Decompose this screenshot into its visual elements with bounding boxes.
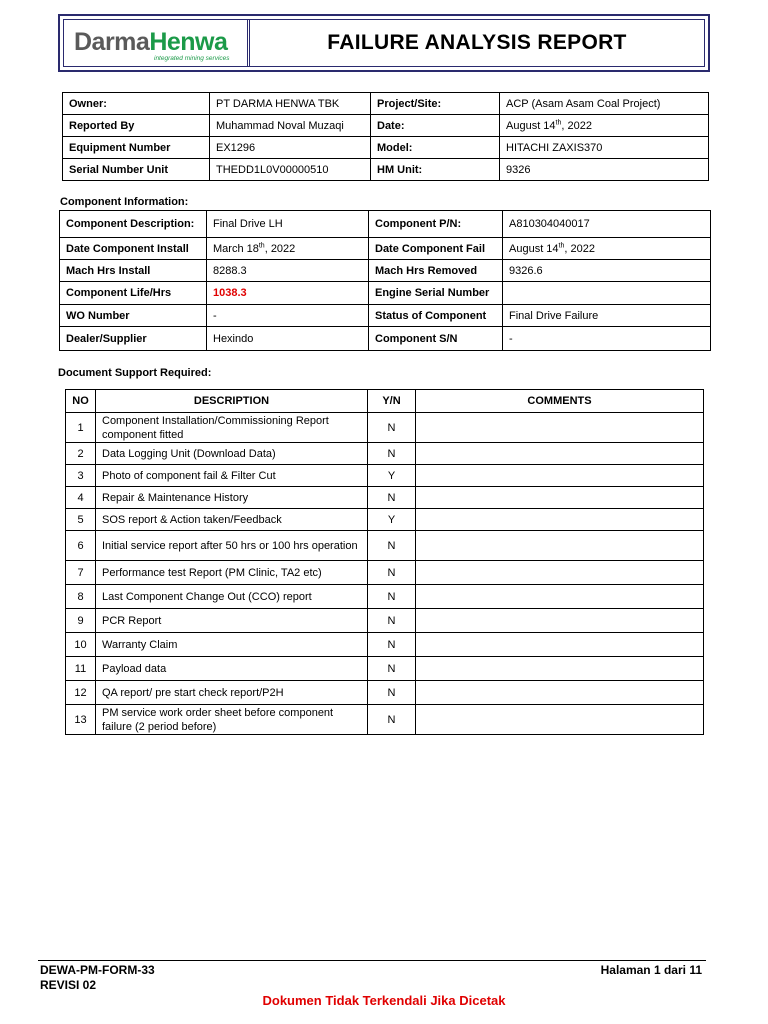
- info-row-equipment: [63, 137, 709, 159]
- comp-pn-label: Component P/N:: [369, 211, 503, 238]
- fail-date-value: [503, 238, 711, 260]
- row-comment: [416, 585, 704, 609]
- hm-label: HM Unit:: [371, 159, 500, 181]
- row-yn: N: [368, 657, 416, 681]
- row-comment: [416, 487, 704, 509]
- col-header-description: DESCRIPTION: [96, 390, 368, 413]
- report-title: FAILURE ANALYSIS REPORT: [327, 31, 627, 54]
- table-row: [66, 487, 704, 509]
- equipment-label: Equipment Number: [63, 137, 210, 159]
- equipment-value: EX1296: [210, 137, 371, 159]
- comp-row-dates: [60, 238, 711, 260]
- row-description: Initial service report after 50 hrs or 100 hrs operation: [96, 531, 368, 561]
- table-row: [66, 531, 704, 561]
- logo-darma: Darma: [74, 28, 150, 56]
- date-suffix: th: [555, 118, 562, 126]
- install-date-label: Date Component Install: [60, 238, 207, 260]
- row-number: 8: [66, 585, 96, 609]
- row-description: Data Logging Unit (Download Data): [96, 443, 368, 465]
- model-label: Model:: [371, 137, 500, 159]
- reported-value: Muhammad Noval Muzaqi: [210, 115, 371, 137]
- owner-value: PT DARMA HENWA TBK: [210, 93, 371, 115]
- project-label: Project/Site:: [371, 93, 500, 115]
- wo-value: -: [207, 305, 369, 327]
- row-yn: N: [368, 413, 416, 443]
- reported-label: Reported By: [63, 115, 210, 137]
- col-header-comments: COMMENTS: [416, 390, 704, 413]
- row-description: Last Component Change Out (CCO) report: [96, 585, 368, 609]
- row-description: QA report/ pre start check report/P2H: [96, 681, 368, 705]
- document-section-title: Document Support Required:: [58, 367, 212, 379]
- comp-pn-value: A810304040017: [503, 211, 711, 238]
- row-description: SOS report & Action taken/Feedback: [96, 509, 368, 531]
- date-label: Date:: [371, 115, 500, 137]
- table-row: [66, 561, 704, 585]
- row-yn: Y: [368, 509, 416, 531]
- comp-desc-value: Final Drive LH: [207, 211, 369, 238]
- row-number: 11: [66, 657, 96, 681]
- row-description: Component Installation/Commissioning Report component fitted: [96, 413, 368, 443]
- date-year: , 2022: [561, 119, 592, 132]
- install-date-year: , 2022: [264, 242, 296, 255]
- row-number: 6: [66, 531, 96, 561]
- row-yn: N: [368, 705, 416, 735]
- row-yn: N: [368, 443, 416, 465]
- comp-row-desc: [60, 211, 711, 238]
- table-row: [66, 657, 704, 681]
- row-description: PCR Report: [96, 609, 368, 633]
- fail-date-label: Date Component Fail: [369, 238, 503, 260]
- row-description: Photo of component fail & Filter Cut: [96, 465, 368, 487]
- info-row-reported: [63, 115, 709, 137]
- status-label: Status of Component: [369, 305, 503, 327]
- row-description: Repair & Maintenance History: [96, 487, 368, 509]
- table-row: [66, 633, 704, 657]
- row-comment: [416, 531, 704, 561]
- comp-row-hours: [60, 260, 711, 282]
- install-date-main: March 18: [213, 242, 259, 255]
- model-value: HITACHI ZAXIS370: [500, 137, 709, 159]
- comp-sn-label: Component S/N: [369, 327, 503, 351]
- serial-label: Serial Number Unit: [63, 159, 210, 181]
- table-row: [66, 509, 704, 531]
- document-support-table: [65, 389, 704, 735]
- row-yn: N: [368, 487, 416, 509]
- row-yn: N: [368, 531, 416, 561]
- mach-install-label: Mach Hrs Install: [60, 260, 207, 282]
- uncontrolled-warning: Dokumen Tidak Terkendali Jika Dicetak: [262, 993, 506, 1008]
- row-yn: N: [368, 585, 416, 609]
- row-description: Performance test Report (PM Clinic, TA2 etc): [96, 561, 368, 585]
- table-row: [66, 585, 704, 609]
- dealer-value: Hexindo: [207, 327, 369, 351]
- row-comment: [416, 465, 704, 487]
- row-number: 13: [66, 705, 96, 735]
- row-comment: [416, 413, 704, 443]
- table-row: [66, 609, 704, 633]
- project-value: ACP (Asam Asam Coal Project): [500, 93, 709, 115]
- row-yn: N: [368, 633, 416, 657]
- row-yn: N: [368, 609, 416, 633]
- hm-value: 9326: [500, 159, 709, 181]
- revision: REVISI 02: [40, 978, 97, 992]
- row-yn: N: [368, 681, 416, 705]
- info-row-serial: [63, 159, 709, 181]
- mach-install-value: 8288.3: [207, 260, 369, 282]
- row-comment: [416, 609, 704, 633]
- comp-row-wo: [60, 305, 711, 327]
- row-number: 2: [66, 443, 96, 465]
- row-number: 7: [66, 561, 96, 585]
- mach-removed-label: Mach Hrs Removed: [369, 260, 503, 282]
- row-comment: [416, 561, 704, 585]
- fail-date-suffix: th: [558, 241, 565, 249]
- table-row: [66, 443, 704, 465]
- table-row: [66, 413, 704, 443]
- owner-label: Owner:: [63, 93, 210, 115]
- date-main: August 14: [506, 119, 556, 132]
- install-date-suffix: th: [258, 241, 265, 249]
- form-code: DEWA-PM-FORM-33: [40, 963, 155, 977]
- row-number: 3: [66, 465, 96, 487]
- component-info-table: [59, 210, 711, 351]
- row-comment: [416, 657, 704, 681]
- row-comment: [416, 509, 704, 531]
- col-header-no: NO: [66, 390, 96, 413]
- row-comment: [416, 705, 704, 735]
- comp-desc-label: Component Description:: [60, 211, 207, 238]
- status-value: Final Drive Failure: [503, 305, 711, 327]
- comp-row-dealer: [60, 327, 711, 351]
- table-row: [66, 465, 704, 487]
- doc-rows: [66, 413, 704, 735]
- row-comment: [416, 681, 704, 705]
- row-number: 5: [66, 509, 96, 531]
- wo-label: WO Number: [60, 305, 207, 327]
- logo-tagline: integrated mining services: [154, 55, 230, 62]
- header-inner-frame: [63, 19, 705, 67]
- page-number: Halaman 1 dari 11: [600, 963, 702, 977]
- row-number: 12: [66, 681, 96, 705]
- row-number: 10: [66, 633, 96, 657]
- footer-form-info: [40, 963, 155, 993]
- life-label: Component Life/Hrs: [60, 282, 207, 305]
- row-description: PM service work order sheet before component failure (2 period before): [96, 705, 368, 735]
- table-row: [66, 681, 704, 705]
- engine-serial-value: [503, 282, 711, 305]
- table-row: [66, 705, 704, 735]
- row-comment: [416, 443, 704, 465]
- install-date-value: [207, 238, 369, 260]
- engine-serial-label: Engine Serial Number: [369, 282, 503, 305]
- row-number: 9: [66, 609, 96, 633]
- life-value: 1038.3: [207, 282, 369, 305]
- logo-henwa: Henwa: [149, 28, 228, 56]
- footer-divider: [38, 960, 706, 961]
- comp-row-life: [60, 282, 711, 305]
- general-info-table: [62, 92, 709, 181]
- company-logo: [64, 20, 250, 66]
- row-yn: N: [368, 561, 416, 585]
- serial-value: THEDD1L0V00000510: [210, 159, 371, 181]
- row-yn: Y: [368, 465, 416, 487]
- fail-date-year: , 2022: [564, 242, 595, 255]
- doc-header-row: [66, 390, 704, 413]
- row-description: Warranty Claim: [96, 633, 368, 657]
- info-row-owner: [63, 93, 709, 115]
- fail-date-main: August 14: [509, 242, 559, 255]
- row-comment: [416, 633, 704, 657]
- report-header: [58, 14, 710, 72]
- dealer-label: Dealer/Supplier: [60, 327, 207, 351]
- row-description: Payload data: [96, 657, 368, 681]
- col-header-yn: Y/N: [368, 390, 416, 413]
- component-section-title: Component Information:: [60, 196, 189, 208]
- row-number: 4: [66, 487, 96, 509]
- logo-wordmark: [74, 29, 227, 55]
- comp-sn-value: -: [503, 327, 711, 351]
- row-number: 1: [66, 413, 96, 443]
- date-value: [500, 115, 709, 137]
- mach-removed-value: 9326.6: [503, 260, 711, 282]
